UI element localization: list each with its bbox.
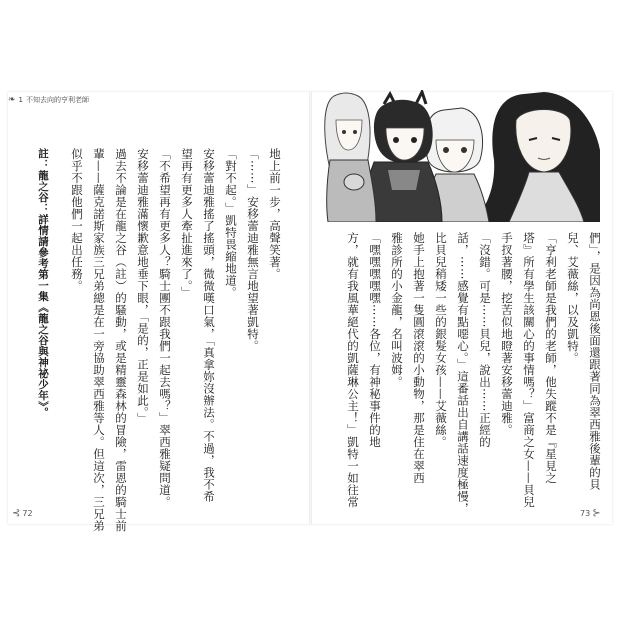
chapter-title: 不知去向的亨利老師 xyxy=(26,96,90,104)
long-haired-woman-figure xyxy=(474,92,600,222)
right-text-column: 兒、艾薇絲，以及凱特。 xyxy=(566,232,580,364)
swirl-ornament-icon: ⊱ xyxy=(592,508,601,519)
right-text-column: 比貝兒稍矮一些的銀髮女孩——艾薇絲。 xyxy=(434,232,448,448)
left-text-column: 「⋯⋯」安移蕾迪雅無言地望著凱特。 xyxy=(246,148,260,352)
right-text-column: 雅診所的小金龍，名叫波姆。 xyxy=(390,232,404,388)
left-text-column: 望再有更多人牽扯進來了。」 xyxy=(180,148,194,299)
right-text-column: 「嘿嘿嘿嘿嘿⋯⋯各位，有神秘事件的地 xyxy=(368,232,382,448)
right-text-column: 「亨利老師是我們的老師，他失蹤不是『星見之 xyxy=(544,232,558,484)
right-text-column: 塔』所有學生該關心的事情嗎？」富商之女——貝兒 xyxy=(522,232,536,508)
right-text-column: 她手上抱著一隻圓滾滾的小動物，那是住在翠西 xyxy=(412,232,426,484)
character-illustration xyxy=(324,90,600,222)
left-text-column: 輩——薩克諾斯家族三兄弟總是在一旁協助翠西雅等人。但這次，三兄弟 xyxy=(92,148,106,532)
page-number-right: 73 ⊱ xyxy=(580,508,601,519)
silver-haired-girl-figure xyxy=(325,93,376,222)
left-text-column: 「不希望再有更多人？騎士團不跟我們一起去嗎？」翠西雅疑問道。 xyxy=(158,148,172,508)
left-text-column: 安移蕾迪雅搖了搖頭，微微嘆口氣，「真拿妳沒辦法。不過，我不希 xyxy=(202,148,216,503)
left-text-column: 似乎不跟他們一起出任務。 xyxy=(70,148,84,292)
footnote: 註：龍之谷：詳情請參考第一集《龍之谷與神祕少年》。 xyxy=(37,148,49,418)
right-text-column: 們」，是因為尚恩後面還跟著同為翠西雅後輩的貝 xyxy=(588,232,602,491)
swirl-ornament-icon: ⊰ xyxy=(12,508,21,519)
page-number-left: ⊰ 72 xyxy=(12,508,33,519)
right-text-column: 手扠著腰，挖苦似地瞪著安移蕾迪雅。 xyxy=(500,232,514,436)
right-text-column: 方，就有我風華絕代的凱薩琳公主！」凱特一如往常 xyxy=(346,232,360,508)
book-gutter xyxy=(309,92,312,524)
left-text-column: 「對不起。」凱特畏縮地道。 xyxy=(224,148,238,299)
left-text-column: 安移蕾迪雅滿懷歉意地垂下眼，「是的，正是如此。」 xyxy=(136,148,150,425)
running-header xyxy=(8,95,89,105)
left-text-column: 過去不論是在龍之谷（註）的騷動，或是精靈森林的冒險，雷恩的騎士前 xyxy=(114,148,128,532)
right-text-column: 「沒錯。可是⋯⋯貝兒，說出⋯⋯正經的 xyxy=(478,232,492,448)
right-text-column: 話，⋯⋯感覺有點噁心。」這番話出自講話速度極慢， xyxy=(456,232,470,515)
left-text-column: 地上前一步，高聲笑著。 xyxy=(268,148,282,280)
ornament-icon: ❧ xyxy=(8,95,16,105)
chapter-number: 1 xyxy=(18,96,24,104)
